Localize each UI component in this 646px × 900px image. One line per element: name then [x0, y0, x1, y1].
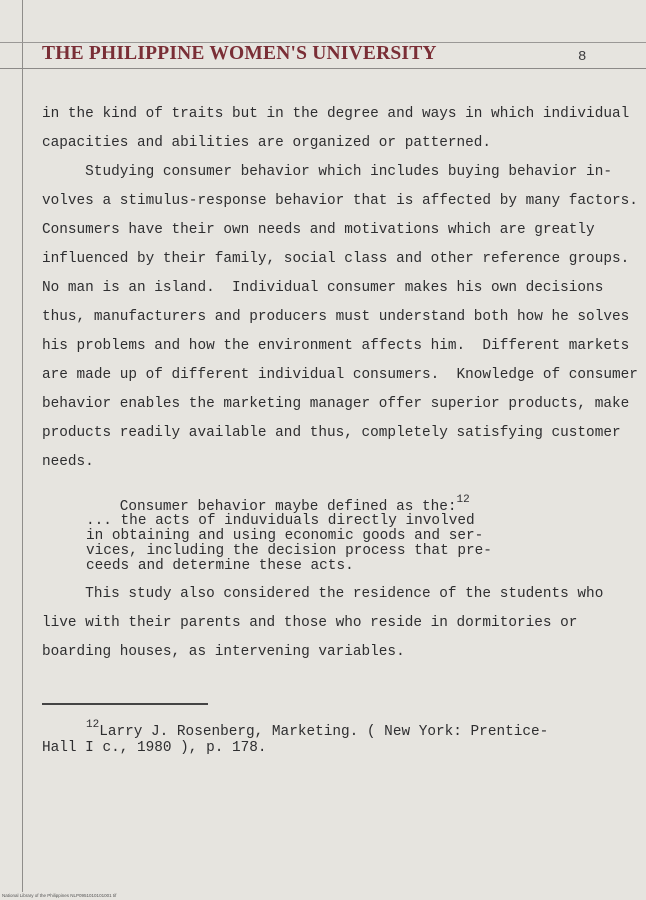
body-line: live with their parents and those who reside in dormitories or: [42, 615, 578, 631]
microfilm-caption: National Library of the Philippines NLP0951010101001 tif: [2, 893, 117, 898]
body-line: products readily available and thus, completely satisfying customer: [42, 425, 621, 441]
body-line: This study also considered the residence of the students who: [42, 586, 604, 602]
quote-line: ceeds and determine these acts.: [86, 558, 354, 574]
page-number: 8: [578, 49, 587, 65]
definition-intro-text: Consumer behavior maybe defined as the:: [76, 499, 457, 515]
body-line: No man is an island. Individual consumer makes his own decisions: [42, 280, 604, 296]
letterhead-title: THE PHILIPPINE WOMEN'S UNIVERSITY: [42, 43, 437, 64]
footnote-marker: 12: [86, 719, 100, 731]
footnote-line-2: Hall I c., 1980 ), p. 178.: [42, 740, 267, 756]
body-line: are made up of different individual consumers. Knowledge of consumer: [42, 367, 638, 383]
body-line: in the kind of traits but in the degree and ways in which individual: [42, 106, 630, 122]
body-line: his problems and how the environment affects him. Different markets: [42, 338, 630, 354]
header-rule-bottom: [0, 68, 646, 69]
body-line: thus, manufacturers and producers must understand both how he solves: [42, 309, 630, 325]
footnote-reference: 12: [456, 494, 470, 506]
quote-line: ... the acts of induviduals directly involved: [86, 513, 475, 529]
body-line: Consumers have their own needs and motivations which are greatly: [42, 222, 595, 238]
body-line: boarding houses, as intervening variables.: [42, 644, 405, 660]
body-line: needs.: [42, 454, 94, 470]
footnote-text: Larry J. Rosenberg, Marketing. ( New York: Prentice-: [99, 724, 549, 740]
quote-line: vices, including the decision process that pre-: [86, 543, 492, 559]
body-line: volves a stimulus-response behavior that is affected by many factors.: [42, 193, 638, 209]
left-margin-line: [22, 0, 23, 892]
footnote-line-1: [86, 719, 549, 740]
body-line: influenced by their family, social class and other reference groups.: [42, 251, 630, 267]
body-line: behavior enables the marketing manager offer superior products, make: [42, 396, 630, 412]
quote-line: in obtaining and using economic goods and ser-: [86, 528, 484, 544]
body-line: capacities and abilities are organized or patterned.: [42, 135, 492, 151]
footnote-separator: [42, 703, 208, 705]
body-line: Studying consumer behavior which includes buying behavior in-: [42, 164, 612, 180]
